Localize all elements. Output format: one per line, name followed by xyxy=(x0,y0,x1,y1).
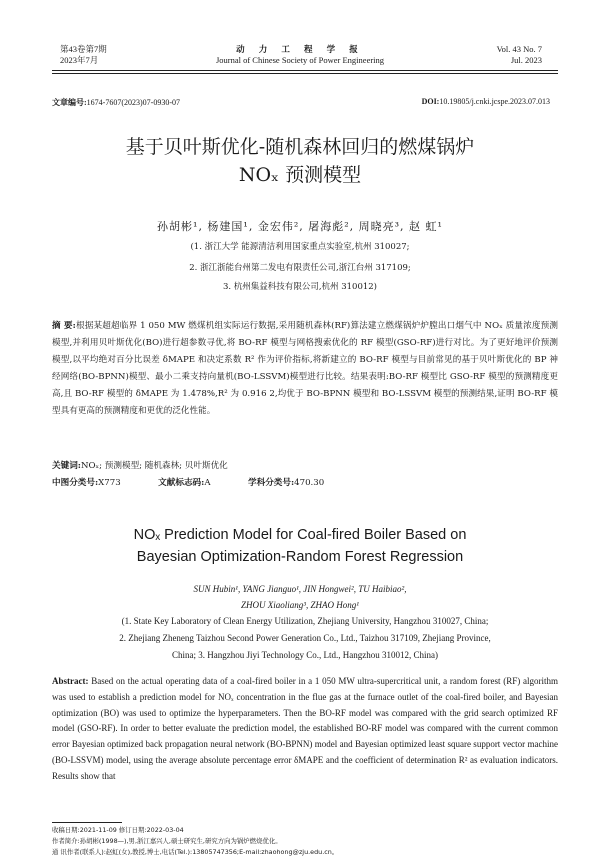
abstract-en-label: Abstract: xyxy=(52,676,89,686)
doc-code-value: A xyxy=(204,478,211,488)
article-number-label: 文章编号: xyxy=(52,98,87,107)
header-volume-en xyxy=(497,44,542,66)
article-number xyxy=(52,97,180,108)
doi-value: 10.19805/j.cnki.jcspe.2023.07.013 xyxy=(439,97,550,106)
authors-en-line1: SUN Hubin¹, YANG Jianguo¹, JIN Hongwei², TU Haibiao², xyxy=(193,584,407,594)
affiliation-cn-1: (1. 浙江大学 能源清洁利用国家重点实验室,杭州 310027; xyxy=(190,242,410,252)
clc-label: 中图分类号: xyxy=(52,478,99,488)
header-volume-cn-line: 第43卷第7期 xyxy=(60,44,107,54)
affiliation-en-line1: (1. State Key Laboratory of Clean Energy Utilization, Zhejiang University, Hangzhou 310027, China; xyxy=(121,616,489,626)
abstract-cn-text: 根据某超超临界 1 050 MW 燃煤机组实际运行数据,采用随机森林(RF)算法建立燃煤锅炉炉膛出口烟气中 NOₓ 质量浓度预测模型,并利用贝叶斯优化(BO)进行超参数寻优,将 BO-RF 模型与网格搜索优化的 RF 模型(GSO-RF)进行对比。为了更好地评价预测模型,以平均绝对百分比误差 δMAPE 和决定系数 R² 作为评价指标,将新建立的 BO-RF 模型与目前常见的基于贝叶斯优化的 BP 神经网络(BO-BPNN)模型、最小二乘支持向量机(BO-LSSVM)模型进行比较。结果表明:BO-RF 模型比 GSO-RF 模型的预测精度更高,且 BO-RF 模型的 δMAPE 为 1.478%,R² 为 0.916 2,均优于 BO-BPNN 模型和 BO-LSSVM 模型的预测结果,证明 BO-RF 模型具有更高的预测精度和更优的泛化性能。 xyxy=(52,321,558,416)
subject-code-label: 学科分类号: xyxy=(248,478,295,488)
title-cn-line1: 基于贝叶斯优化-随机森林回归的燃煤锅炉 xyxy=(125,136,475,158)
title-en-line2: Bayesian Optimization-Random Forest Regression xyxy=(136,549,464,565)
footnote-author-bio: 作者简介:孙胡彬(1998—),男,浙江嘉兴人,硕士研究生,研究方向为锅炉燃烧优化。 xyxy=(52,837,282,845)
header-journal-en: Journal of Chinese Society of Power Engineering xyxy=(215,55,385,65)
header-volume-en-line: Vol. 43 No. 7 xyxy=(496,44,542,54)
affiliation-cn-3: 3. 杭州集益科技有限公司,杭州 310012) xyxy=(223,282,377,292)
title-cn-line2: NOₓ 预测模型 xyxy=(238,164,362,186)
abstract-cn-label: 摘 要: xyxy=(52,321,76,331)
header-rule-thick xyxy=(52,70,558,71)
header-date-en-line: Jul. 2023 xyxy=(510,55,542,65)
keywords-cn xyxy=(52,460,558,473)
doi xyxy=(422,97,550,106)
authors-en-line2: ZHOU Xiaoliang³, ZHAO Hong¹ xyxy=(241,600,359,610)
keywords-cn-label: 关键词: xyxy=(52,461,81,471)
abstract-cn xyxy=(52,318,558,420)
title-en-line1: NOₓ Prediction Model for Coal-fired Boiler Based on xyxy=(133,527,467,543)
affiliation-cn-2: 2. 浙江浙能台州第二发电有限责任公司,浙江台州 317109; xyxy=(189,263,411,273)
affiliation-en-line2: 2. Zhejiang Zheneng Taizhou Second Power Generation Co., Ltd., Taizhou 317109, Zhejiang Province, xyxy=(119,633,491,643)
keywords-cn-text: NOₓ; 预测模型; 随机森林; 贝叶斯优化 xyxy=(80,461,228,471)
affiliation-en-line3: China; 3. Hangzhou Jiyi Technology Co., Ltd., Hangzhou 310012, China) xyxy=(172,650,438,660)
header-rule-thin xyxy=(52,73,558,74)
classification-row xyxy=(52,477,558,490)
article-number-value: 1674-7607(2023)07-0930-07 xyxy=(86,98,180,107)
doc-code-label: 文献标志码: xyxy=(158,478,205,488)
header-journal-cn: 动 力 工 程 学 报 xyxy=(236,44,364,54)
abstract-en xyxy=(52,674,558,785)
footnote-corresponding: 通 讯作者(联系人):赵虹(女),教授,博士,电话(Tel.):13805747356;E-mail:zhaohong@zju.edu.cn。 xyxy=(52,848,339,856)
doi-label: DOI: xyxy=(421,97,440,106)
footnote-rule xyxy=(52,822,122,823)
subject-code-value: 470.30 xyxy=(294,478,325,488)
clc-value: X773 xyxy=(98,478,121,488)
header-date-cn-line: 2023年7月 xyxy=(60,55,99,65)
abstract-en-text: Based on the actual operating data of a coal-fired boiler in a 1 050 MW ultra-supercritical unit, a random forest (RF) algorithm was used to establish a prediction model for NOₓ concentration in the flue gas at the furnace outlet of the coal-fired boiler, and Bayesian optimization (BO) was used to optimize the hyperparameters. Then the BO-RF model was compared with the grid search optimized RF model (GSO-RF). In order to better evaluate the prediction model, the established BO-RF model was compared with the current common error Bayesian optimized back propagation neural network (BO-BPNN) model and Bayesian optimized least square support vector machine (BO-LSSVM) model, using the average absolute percentage error δMAPE and the coefficient of determination R² as evaluation indicators. Results show that xyxy=(52,676,559,781)
footnote-received: 收稿日期:2021-11-09 修订日期:2022-03-04 xyxy=(52,826,184,834)
authors-cn: 孙胡彬¹, 杨建国¹, 金宏伟², 屠海彪², 周晓亮³, 赵 虹¹ xyxy=(157,220,443,233)
